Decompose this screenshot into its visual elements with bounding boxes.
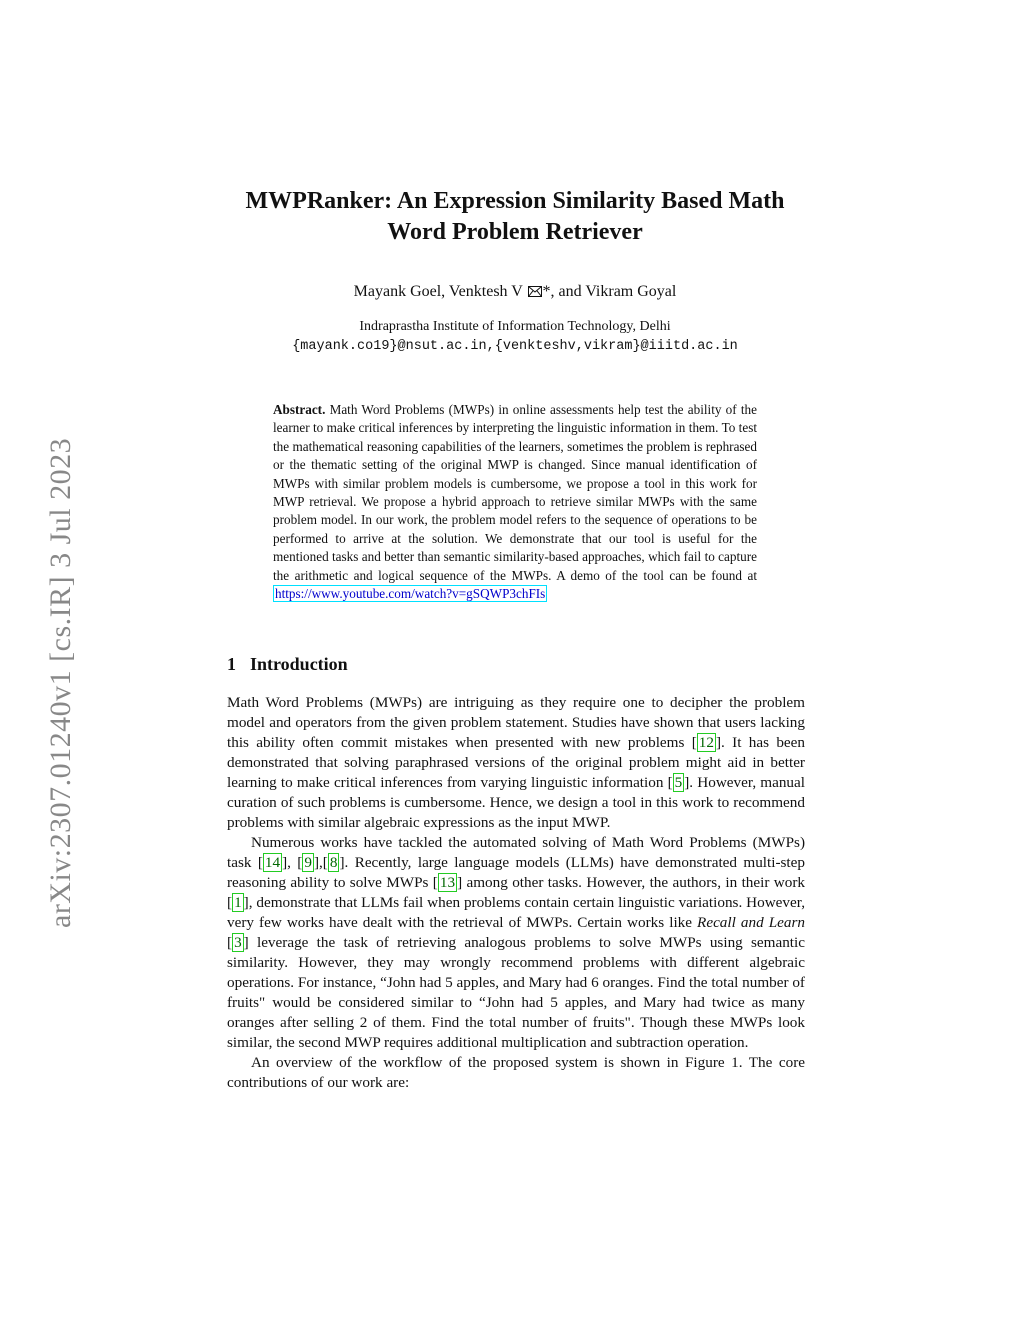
text-span: ], [: [282, 854, 303, 871]
abstract: [273, 401, 757, 603]
text-span: ]. It has been demonstrated that solving paraphrased versions of the original problem might aid in better learning to make critical inferences from varying linguistic information [: [227, 734, 806, 791]
arxiv-identifier: [44, 383, 84, 928]
section-title: Introduction: [250, 654, 348, 674]
text-span: ]. However, manual curation of such problems is cumbersome. Hence, we design a tool in this work to recommend problems with similar algebraic expressions as the input MWP.: [227, 774, 805, 831]
demo-video-link[interactable]: https://www.youtube.com/watch?v=gSQWP3chFIs: [275, 586, 546, 602]
text-span: ] leverage the task of retrieving analogous problems to solve MWPs using semantic similarity. However, they may wrongly recommend problems with different algebraic operations. For instance, “John had 5 apples, and Mary had 6 oranges. Find the total number of fruits" would be considered similar to “John had 5 apples, and Mary had twice as many oranges after selling 2 of them. Find the total number of fruits". Though these MWPs look similar, the second MWP requires additional multiplication and subtraction operation.: [227, 934, 805, 1051]
text-span: ], demonstrate that LLMs fail when problems contain certain linguistic variations. However, very few works have dealt with the retrieval of MWPs. Certain works like: [227, 894, 805, 931]
italic-title: Recall and Learn: [697, 914, 805, 931]
arxiv-identifier-text: arXiv:2307.01240v1 [cs.IR] 3 Jul 2023: [44, 437, 77, 928]
author-list: [220, 283, 810, 301]
author-emails: {mayank.co19}@nsut.ac.in,{venkteshv,vikram}@iiitd.ac.in: [292, 339, 738, 354]
citation-link[interactable]: 5: [674, 774, 683, 791]
text-span: Numerous works have tackled the automated solving of Math Word Problems (MWPs) task [: [227, 834, 805, 871]
text-span: Math Word Problems (MWPs) are intriguing as they require one to decipher the problem model and operators from the given problem statement. Studies have shown that users lacking this ability often commit mistakes when presented with new problems [: [227, 694, 805, 751]
text-span: [: [227, 934, 233, 951]
abstract-text: Math Word Problems (MWPs) in online assessments help test the ability of the learner to make critical inferences by interpreting the linguistic information in them. To test the mathematical reasoning capabilities of the learners, sometimes the problem is rephrased or the thematic setting of the original MWP is changed. Since manual identification of MWPs with similar problem models is cumbersome, we propose a tool in this work for MWP retrieval. We propose a hybrid approach to retrieve similar MWPs with the same problem model. In our work, the problem model refers to the sequence of operations to be performed to arrive at the solution. We demonstrate that our tool is useful for the mentioned tasks and better than semantic similarity-based approaches, which fail to capture the arithmetic and logical sequence of the MWPs. A demo of the tool can be found at: [273, 402, 757, 583]
citation-link[interactable]: 8: [329, 854, 338, 871]
title-line-2: Word Problem Retriever: [387, 219, 643, 245]
citation-link[interactable]: 3: [234, 934, 242, 951]
abstract-label: Abstract.: [273, 402, 326, 417]
citation-link[interactable]: 12: [698, 734, 714, 751]
section-number: 1: [227, 654, 236, 674]
envelope-icon: [528, 286, 542, 297]
introduction-body: [227, 693, 805, 1093]
paper-title: [220, 186, 810, 248]
authors-part-2: *, and Vikram Goyal: [542, 283, 677, 300]
affiliation: Indraprastha Institute of Information Technology, Delhi: [359, 319, 671, 334]
title-line-1: MWPRanker: An Expression Similarity Based Math: [245, 188, 785, 214]
section-heading: [227, 654, 348, 675]
paragraph-3: An overview of the workflow of the proposed system is shown in Figure 1. The core contributions of our work are:: [227, 1054, 805, 1091]
authors-part-1: Mayank Goel, Venktesh V: [353, 283, 523, 300]
text-span: ] among other tasks. However, the authors, in their work [: [227, 874, 805, 911]
text-span: ],[: [313, 854, 328, 871]
citation-link[interactable]: 13: [439, 874, 456, 891]
text-span: ]. Recently, large language models (LLMs) have demonstrated multi-step reasoning ability to solve MWPs [: [227, 854, 805, 891]
paragraph-2: [227, 833, 805, 1053]
citation-link[interactable]: 14: [264, 854, 281, 871]
paragraph-1: [227, 693, 805, 833]
citation-link[interactable]: 9: [304, 854, 312, 871]
citation-link[interactable]: 1: [234, 894, 242, 911]
